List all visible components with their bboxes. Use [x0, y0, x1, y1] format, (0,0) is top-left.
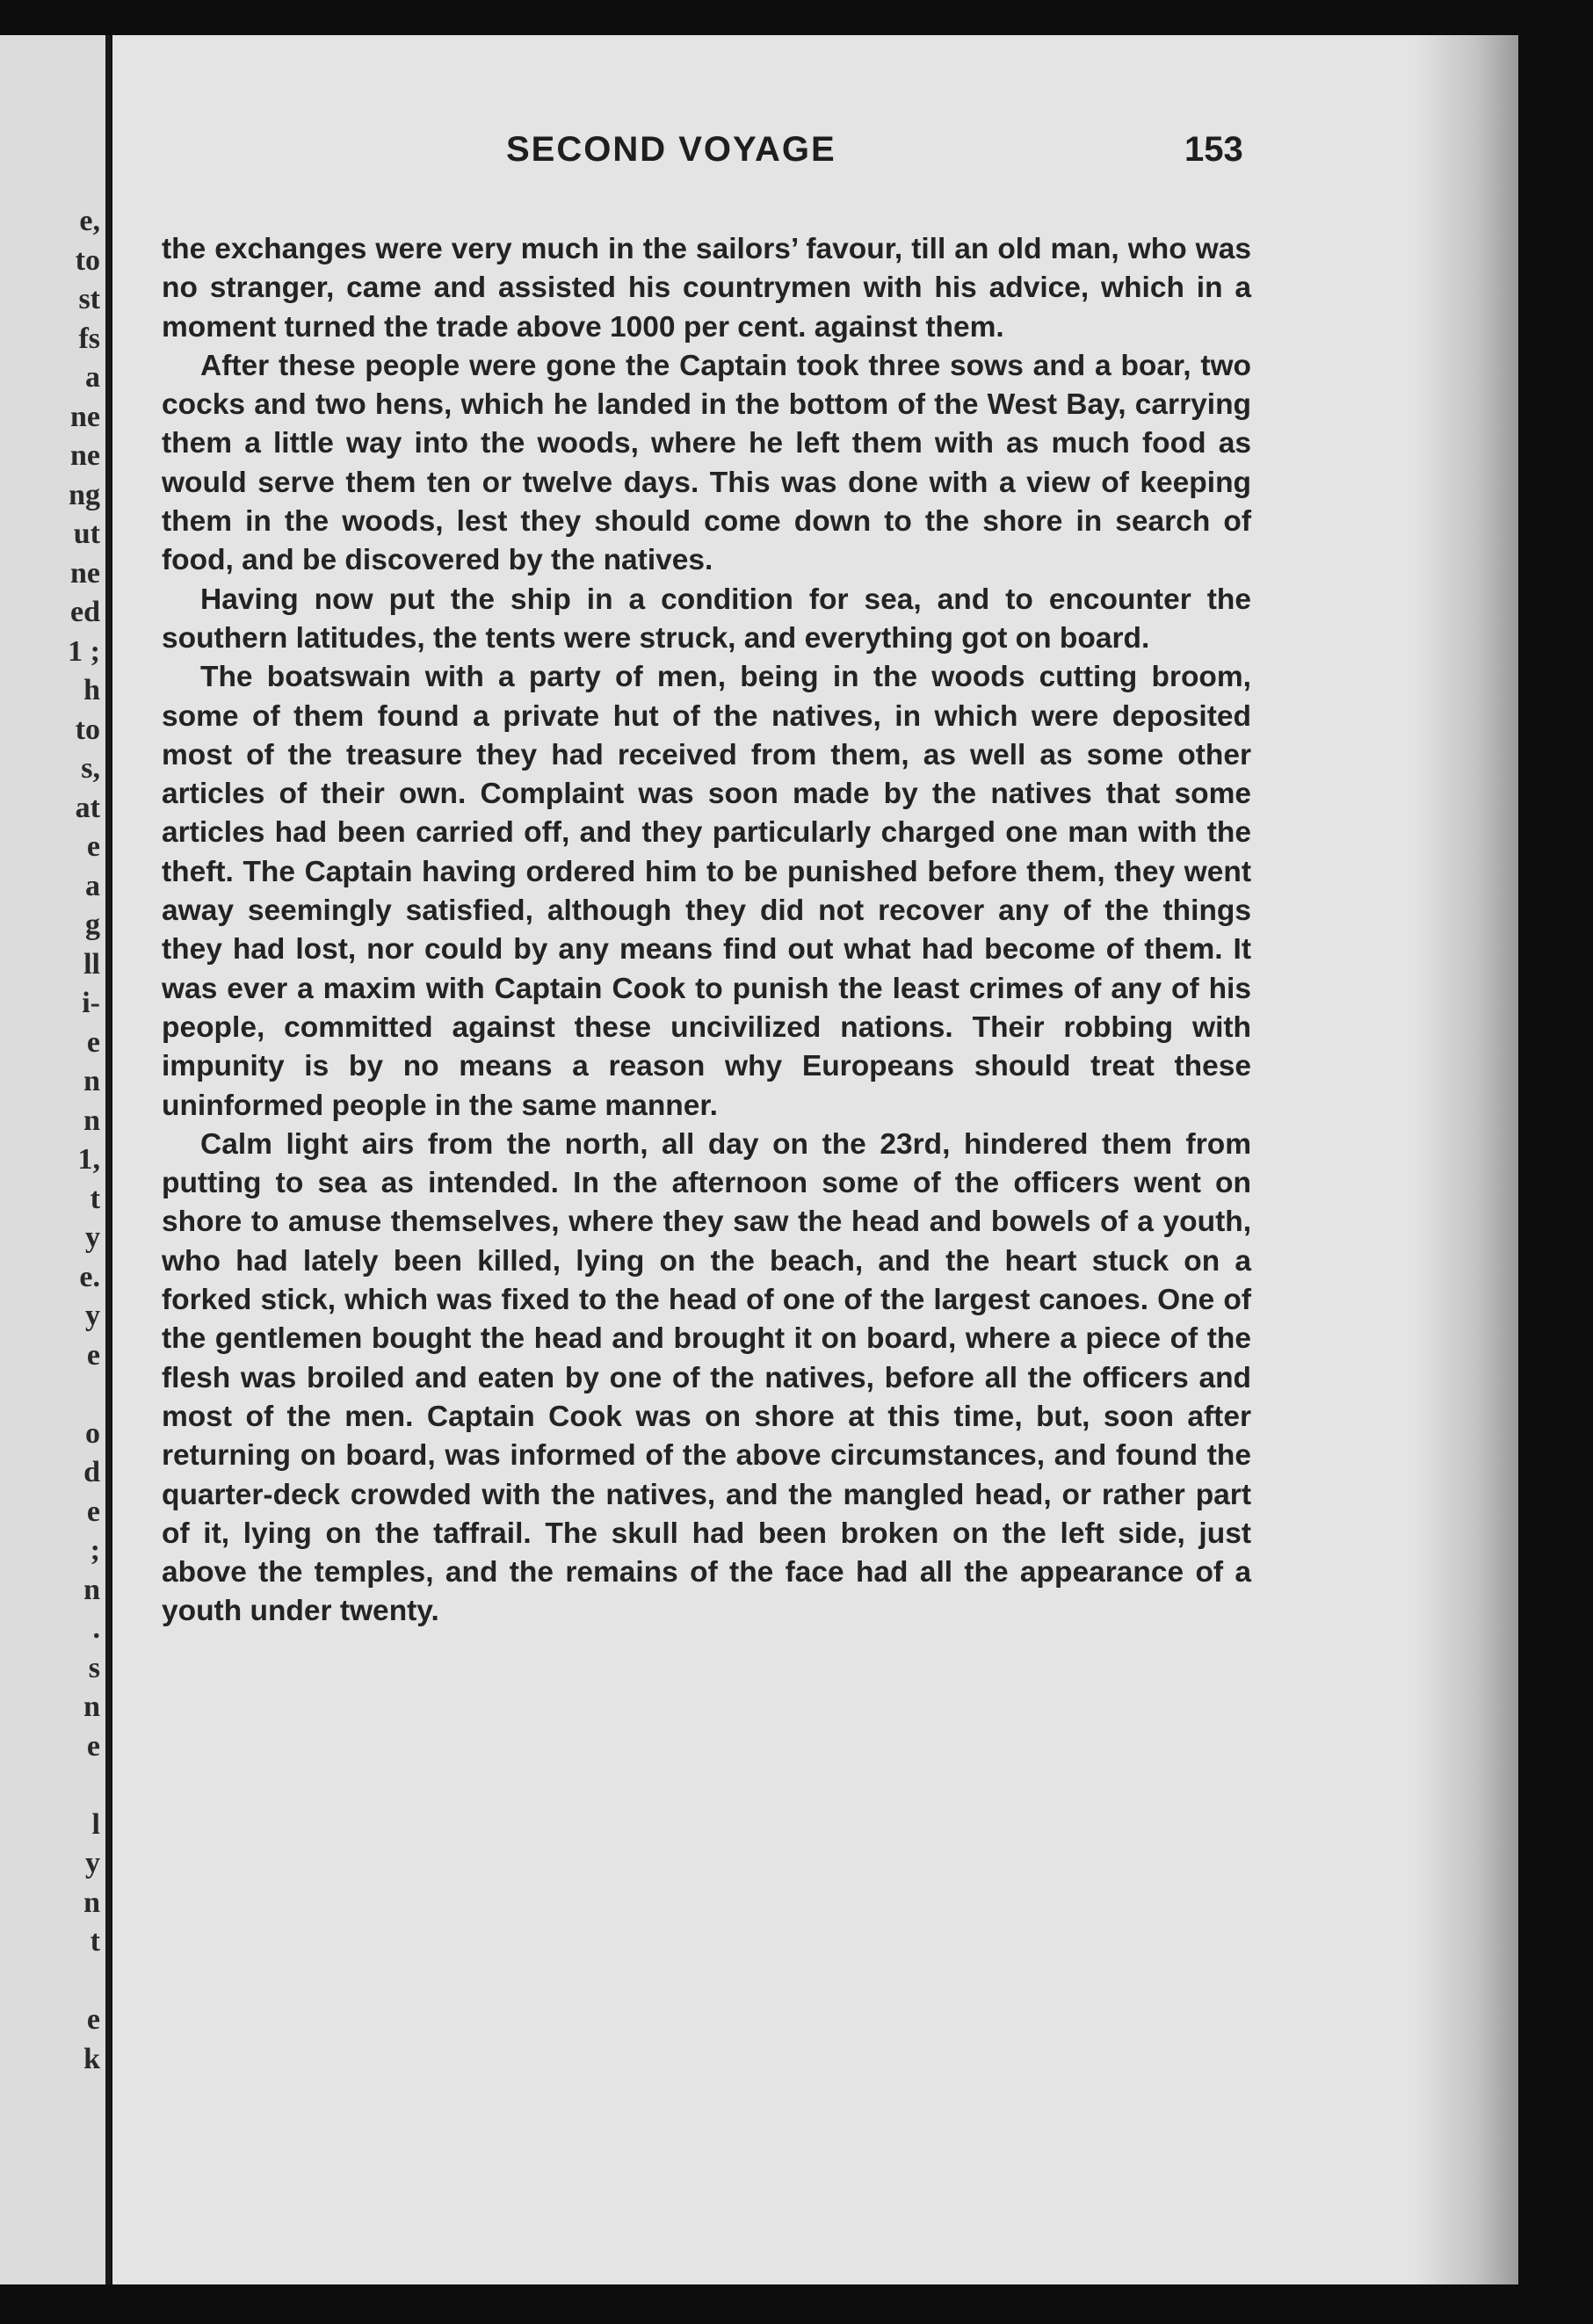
left-page-fragment: k	[83, 2042, 100, 2075]
left-page-fragment: st	[78, 283, 100, 315]
left-page-fragment: n	[83, 1573, 100, 1606]
body-text	[162, 230, 1251, 1632]
left-page-fragment: .	[92, 1612, 100, 1645]
left-page-fragment: y	[85, 1847, 100, 1879]
page-number: 153	[1184, 130, 1243, 169]
left-page-fragment: n	[83, 1691, 100, 1723]
left-page-fragment: e	[86, 1729, 100, 1763]
left-page-fragment: at	[75, 791, 100, 824]
paragraph: Calm light airs from the north, all day on the 23rd, hindered them from putting to sea as intended. In the afternoon some of the officers went on shore to amuse themselves, where they saw the head and bowels of a youth, who had lately been killed, lying on the beach, and the heart stuck on a forked stick, which was fixed to the head of one of the largest canoes. One of the gentlemen bought the head and brought it on board, where a piece of the flesh was broiled and eaten by one of the natives, before all the officers and most of the men. Captain Cook was on shore at this time, but, soon after returning on board, was informed of the above circumstances, and found the quarter-deck crowded with the natives, and the mangled head, or rather part of it, lying on the taffrail. The skull had been broken on the left side, just above the temples, and the remains of the face had all the appearance of a youth under twenty.	[162, 1127, 1251, 1628]
left-page-fragment: e	[86, 1338, 100, 1372]
paragraph: Having now put the ship in a condition for sea, and to encounter the southern latitudes, the tents were struck, and everything got on board.	[162, 583, 1251, 655]
left-page-fragment	[0, 1766, 105, 1806]
left-page-fragment: s	[88, 1651, 100, 1684]
left-page-fragment: h	[83, 674, 100, 706]
left-page-fragment: ;	[90, 1534, 100, 1567]
left-page-fragment: ll	[83, 947, 100, 981]
page-header	[112, 130, 1395, 183]
book-page	[112, 35, 1518, 2284]
left-page-fragment: o	[85, 1416, 100, 1450]
left-page-fragment: n	[83, 1886, 100, 1919]
left-page-fragment: t	[90, 1182, 100, 1215]
left-page-fragment	[0, 1962, 105, 2002]
left-page-fragment: d	[83, 1456, 100, 1488]
paragraph: After these people were gone the Captain took three sows and a boar, two cocks and two hens, which he landed in the bottom of the West Bay, carrying them a little way into the woods, where he left them with as much food as would serve them ten or twelve days. This was done with a view of keeping them in the woods, lest they should come down to the shore in search of food, and be discovered by the natives.	[162, 349, 1251, 577]
left-page-fragment: i-	[82, 987, 100, 1019]
left-page-fragment: ne	[70, 439, 100, 472]
running-title: SECOND VOYAGE	[506, 130, 836, 169]
left-page-fragment: e	[86, 830, 100, 863]
paragraph: The boatswain with a party of men, being in the woods cutting broom, some of them found a private hut of the natives, in which were deposited most of the treasure they had received from them, as well as some other articles of their own. Complaint was soon made by the natives that some articles had been carried off, and they particularly charged one man with the theft. The Captain having ordered him to be punished before them, they went away seemingly satisfied, although they did not recover any of the things they had lost, nor could by any means find out what had become of them. It was ever a maxim with Captain Cook to punish the least crimes of any of his people, committed against these uncivilized nations. Their robbing with impunity is by no means a reason why Europeans should treat these uninformed people in the same manner.	[162, 661, 1251, 1122]
left-page-fragment	[0, 1375, 105, 1415]
left-page-edge	[0, 35, 111, 2284]
left-page-fragment: fs	[78, 322, 100, 355]
left-page-fragment: e	[86, 1025, 100, 1059]
left-page-fragment: e	[86, 2003, 100, 2036]
page-curl-shadow	[1413, 35, 1518, 2284]
left-page-fragment: s,	[81, 752, 100, 785]
left-page-fragment: g	[85, 909, 100, 941]
left-page-fragments	[0, 202, 105, 2079]
left-page-fragment: 1 ;	[68, 634, 100, 668]
left-page-fragment: e,	[79, 205, 100, 237]
left-page-fragment: 1,	[77, 1143, 100, 1176]
left-page-fragment: n	[83, 1065, 100, 1097]
left-page-fragment: ne	[70, 400, 100, 433]
left-page-fragment: ed	[70, 596, 100, 628]
left-page-fragment: ne	[70, 556, 100, 590]
left-page-fragment: ut	[73, 518, 100, 550]
left-page-fragment: n	[83, 1104, 100, 1137]
left-page-fragment: y	[85, 1300, 100, 1332]
left-page-fragment: t	[90, 1925, 100, 1958]
left-page-fragment: a	[85, 869, 100, 902]
left-page-fragment: ng	[69, 478, 100, 511]
left-page-fragment: to	[75, 713, 100, 746]
left-page-fragment: l	[91, 1807, 100, 1841]
left-page-fragment: a	[85, 361, 100, 394]
left-page-fragment: e	[86, 1495, 100, 1528]
left-page-fragment: y	[85, 1221, 100, 1254]
paragraph: the exchanges were very much in the sailors’ favour, till an old man, who was no stranger, came and assisted his countrymen with his advice, which in a moment turned the trade above 1000 per cent. against them.	[162, 233, 1251, 344]
left-page-fragment: e.	[79, 1260, 100, 1293]
left-page-fragment: to	[75, 243, 100, 277]
